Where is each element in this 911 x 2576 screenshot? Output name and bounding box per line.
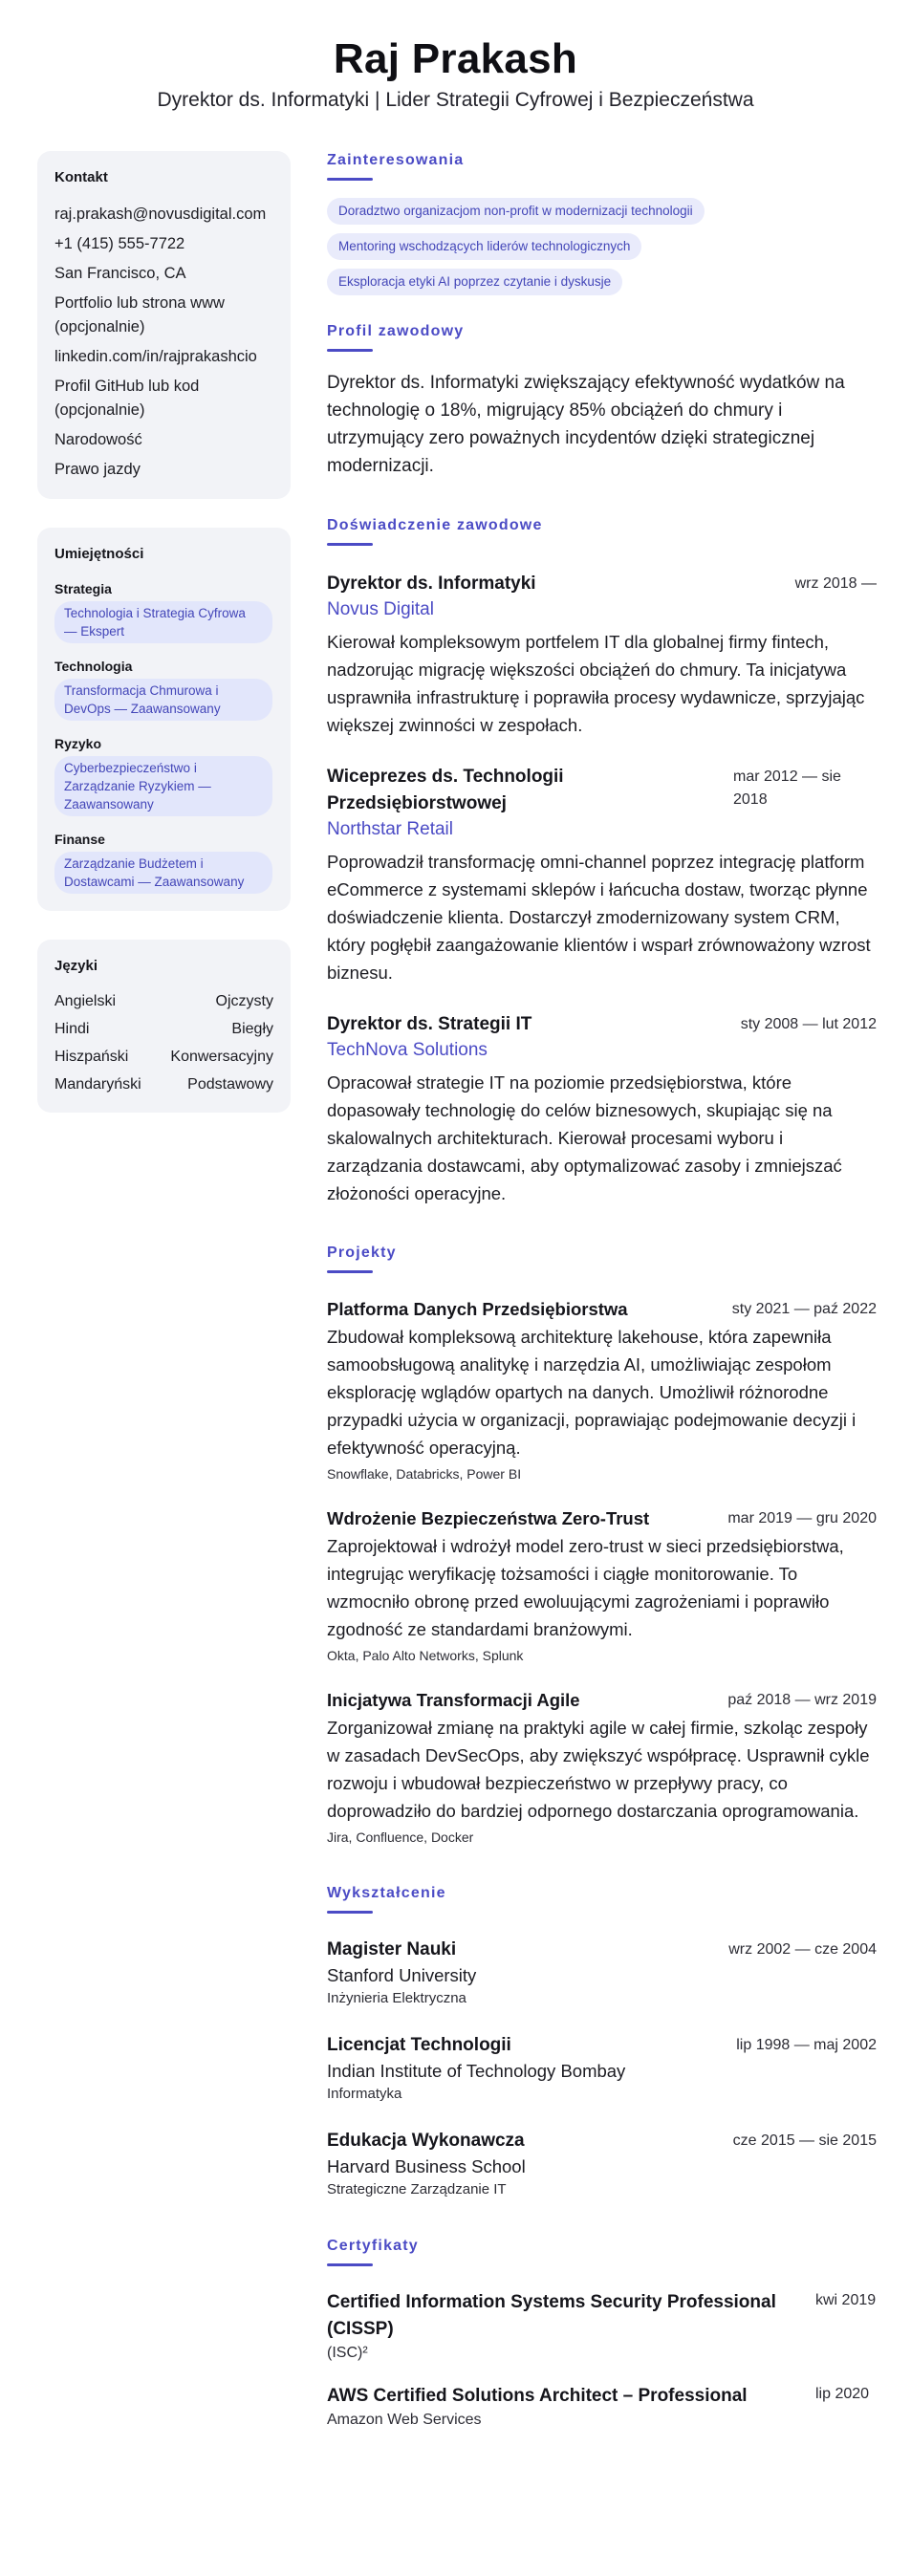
skill-group <box>54 830 273 894</box>
language-row <box>54 991 273 1012</box>
education-entry <box>327 1937 877 2009</box>
contact-email[interactable]: raj.prakash@novusdigital.com <box>54 206 267 223</box>
education-date: wrz 2002 — cze 2004 <box>728 1941 877 1958</box>
education-school: Indian Institute of Technology Bombay <box>327 2061 626 2081</box>
job-title: Wiceprezes ds. Technologii Przedsiębiorstwowej <box>327 767 564 813</box>
project-description: Zaprojektował i wdrożył model zero-trust w sieci przedsiębiorstwa, integrując weryfikację tożsamości i ciągłe monitorowanie. To wzmocniło obronę przed ewoluującymi zagrożeniami i poprawiło zgodność ze standardami branżowymi. <box>327 1536 844 1639</box>
language-level: Podstawowy <box>187 1076 273 1093</box>
contact-linkedin[interactable]: linkedin.com/in/rajprakashcio <box>54 348 257 365</box>
project-date: mar 2019 — gru 2020 <box>727 1510 877 1526</box>
profile-section <box>327 322 877 480</box>
job-title: Dyrektor ds. Informatyki <box>327 574 536 594</box>
project-description: Zbudował kompleksową architekturę lakehouse, która zapewniła samoobsługową analitykę i narzędzia AI, umożliwiając zespołom eksplorację wglądów opartych na danych. Umożliwił różnorodne przypadki użycia w organizacji, poprawiając podejmowanie decyzji i efektywność operacyjną. <box>327 1327 857 1458</box>
job-description: Kierował kompleksowym portfelem IT dla globalnej firmy fintech, nadzorując migrację większości obciążeń do chmury. Ta inicjatywa usprawniła infrastrukturę i poprawiła procesy wydawnicze, sprzyjając większej zwinności w zespołach. <box>327 632 865 735</box>
sidebar <box>37 151 291 1141</box>
education-field: Strategiczne Zarządzanie IT <box>327 2181 507 2197</box>
section-underline <box>327 1270 373 1273</box>
language-level: Biegły <box>231 1021 273 1037</box>
education-entry <box>327 2032 877 2105</box>
certificate-date: lip 2020 <box>815 2386 870 2402</box>
education-degree: Licencjat Technologii <box>327 2035 511 2055</box>
profile-summary: Dyrektor ds. Informatyki zwiększający efektywność wydatków na technologię o 18%, migrujący 85% obciążeń do chmury i utrzymujący zero poważnych incydentów dzięki strategicznej modernizacji. <box>327 373 845 476</box>
project-tech: Okta, Palo Alto Networks, Splunk <box>327 1648 524 1663</box>
education-date: lip 1998 — maj 2002 <box>736 2037 877 2053</box>
education-section <box>327 1884 877 2200</box>
language-level: Ojczysty <box>215 993 273 1009</box>
job-date: wrz 2018 — <box>794 575 877 592</box>
languages-card <box>37 940 291 1113</box>
certificate-name: Certified Information Systems Security Professional (CISSP) <box>327 2292 776 2339</box>
contact-location: San Francisco, CA <box>54 265 186 282</box>
job-entry <box>327 764 877 986</box>
project-title: Wdrożenie Bezpieczeństwa Zero-Trust <box>327 1508 650 1528</box>
language-level: Konwersacyjny <box>170 1049 273 1065</box>
skill-pill: Technologia i Strategia Cyfrowa — Ekspert <box>54 601 272 643</box>
interest-tags <box>327 198 877 295</box>
job-entry <box>327 1011 877 1207</box>
certificate-issuer: Amazon Web Services <box>327 2412 482 2428</box>
education-school: Stanford University <box>327 1965 477 1985</box>
certificate-entry <box>327 2383 877 2431</box>
language-name: Angielski <box>54 993 117 1009</box>
skill-pill: Cyberbezpieczeństwo i Zarządzanie Ryzykiem — Zaawansowany <box>54 756 272 816</box>
education-field: Inżynieria Elektryczna <box>327 1990 466 2006</box>
language-name: Mandaryński <box>54 1076 141 1093</box>
skill-group <box>54 579 273 643</box>
job-company: TechNova Solutions <box>327 1040 488 1060</box>
certificate-entry <box>327 2289 877 2364</box>
section-underline <box>327 1911 373 1914</box>
project-entry <box>327 1505 877 1666</box>
contact-heading: Kontakt <box>54 169 108 185</box>
section-title: Projekty <box>327 1245 397 1261</box>
contact-phone[interactable]: +1 (415) 555-7722 <box>54 235 185 252</box>
certificate-date: kwi 2019 <box>815 2292 877 2308</box>
language-name: Hiszpański <box>54 1049 129 1065</box>
language-row <box>54 1047 273 1068</box>
project-title: Platforma Danych Przedsiębiorstwa <box>327 1299 628 1319</box>
language-row <box>54 1074 273 1095</box>
job-date: sty 2008 — lut 2012 <box>740 1016 877 1032</box>
skill-group <box>54 657 273 721</box>
interest-tag: Eksploracja etyki AI poprzez czytanie i dyskusje <box>327 269 622 295</box>
job-date: mar 2012 — sie 2018 <box>733 768 841 808</box>
experience-section <box>327 516 877 1207</box>
contact-nationality: Narodowość <box>54 431 142 448</box>
project-entry <box>327 1687 877 1848</box>
certificates-section <box>327 2237 877 2431</box>
resume-header <box>0 0 911 115</box>
job-company: Northstar Retail <box>327 819 453 839</box>
skill-group-name: Strategia <box>54 581 112 596</box>
education-school: Harvard Business School <box>327 2156 526 2176</box>
interests-section <box>327 151 877 295</box>
resume-columns <box>0 115 911 2431</box>
projects-section <box>327 1244 877 1848</box>
education-field: Informatyka <box>327 2086 402 2102</box>
education-date: cze 2015 — sie 2015 <box>732 2132 877 2149</box>
language-name: Hindi <box>54 1021 90 1037</box>
education-entry <box>327 2128 877 2200</box>
contact-driving-license: Prawo jazdy <box>54 461 141 478</box>
job-title: Dyrektor ds. Strategii IT <box>327 1014 532 1034</box>
project-date: paź 2018 — wrz 2019 <box>727 1692 877 1708</box>
job-company: Novus Digital <box>327 599 434 619</box>
skill-group-name: Technologia <box>54 659 133 674</box>
job-entry <box>327 571 877 739</box>
project-entry <box>327 1296 877 1484</box>
skill-group-name: Ryzyko <box>54 736 102 751</box>
section-title: Doświadczenie zawodowe <box>327 517 543 533</box>
section-underline <box>327 2263 373 2266</box>
project-date: sty 2021 — paź 2022 <box>731 1301 877 1317</box>
job-description: Poprowadził transformację omni-channel poprzez integrację platform eCommerce z systemami sklepów i łańcucha dostaw, tworząc płynne doświadczenie klienta. Dostarczył zmodernizowany system CRM, który pogłębił zaangażowanie klientów i wsparł zrównoważony wzrost biznesu. <box>327 852 871 983</box>
skill-group <box>54 734 273 816</box>
contact-portfolio[interactable]: Portfolio lub strona www (opcjonalnie) <box>54 294 225 336</box>
project-tech: Jira, Confluence, Docker <box>327 1829 474 1845</box>
contact-github[interactable]: Profil GitHub lub kod (opcjonalnie) <box>54 378 200 419</box>
project-title: Inicjatywa Transformacji Agile <box>327 1690 580 1710</box>
skill-pill: Zarządzanie Budżetem i Dostawcami — Zaawansowany <box>54 852 272 894</box>
section-title: Profil zawodowy <box>327 323 465 339</box>
language-row <box>54 1019 273 1040</box>
education-degree: Magister Nauki <box>327 1939 457 1959</box>
main-content <box>327 151 877 2431</box>
interest-tag: Doradztwo organizacjom non-profit w modernizacji technologii <box>327 198 705 225</box>
job-description: Opracował strategie IT na poziomie przedsiębiorstwa, które dopasowały technologię do celów biznesowych, skupiając się na skalowalnych architekturach. Kierował procesami wyboru i zarządzania dostawcami, aby optymalizować zasoby i zmniejszać złożoności operacyjne. <box>327 1072 842 1203</box>
skills-card <box>37 528 291 911</box>
section-underline <box>327 178 373 181</box>
contact-card <box>37 151 291 499</box>
skills-heading: Umiejętności <box>54 546 144 562</box>
project-tech: Snowflake, Databricks, Power BI <box>327 1466 522 1482</box>
skill-group-name: Finanse <box>54 832 105 847</box>
certificate-issuer: (ISC)² <box>327 2345 368 2361</box>
project-description: Zorganizował zmianę na praktyki agile w całej firmie, szkoląc zespoły w zasadach DevSecOps, aby zwiększyć współpracę. Usprawnił cykle rozwoju i wbudował bezpieczeństwo w przepływy pracy, co doprowadziło do bardziej odpornego dostarczania oprogramowania. <box>327 1718 870 1821</box>
section-underline <box>327 543 373 546</box>
section-underline <box>327 349 373 352</box>
languages-heading: Języki <box>54 958 98 974</box>
candidate-name: Raj Prakash <box>333 35 578 82</box>
section-title: Certyfikaty <box>327 2238 419 2254</box>
section-title: Wykształcenie <box>327 1885 446 1901</box>
interest-tag: Mentoring wschodzących liderów technologicznych <box>327 233 641 260</box>
certificate-name: AWS Certified Solutions Architect – Professional <box>327 2386 748 2406</box>
section-title: Zainteresowania <box>327 152 465 168</box>
candidate-subtitle: Dyrektor ds. Informatyki | Lider Strategii Cyfrowej i Bezpieczeństwa <box>157 89 754 111</box>
education-degree: Edukacja Wykonawcza <box>327 2131 525 2151</box>
skill-pill: Transformacja Chmurowa i DevOps — Zaawansowany <box>54 679 272 721</box>
